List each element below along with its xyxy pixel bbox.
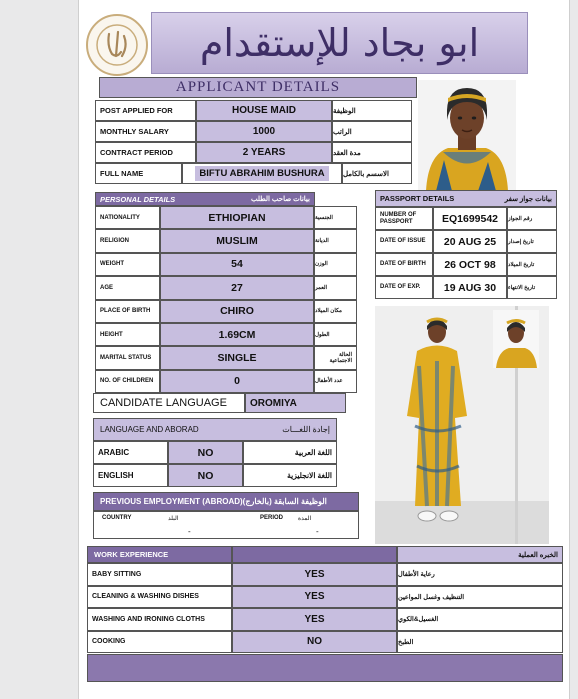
language-label: ENGLISH [93,464,168,487]
work-ar: الطبخ [397,631,563,654]
passport-ar: تاريخ الانتهاء [507,276,557,299]
passport-value: EQ1699542 [433,207,507,230]
work-ar: رعاية الأطفال [397,563,563,586]
passport-value: 19 AUG 30 [433,276,507,299]
work-value: YES [232,586,397,609]
work-label: COOKING [87,631,232,654]
passport-label: NUMBER OF PASSPORT [375,207,433,230]
contract-value: 2 YEARS [196,142,332,163]
personal-ar: عدد الأطفال [314,370,357,393]
name-box [182,163,342,184]
passport-value: 20 AUG 25 [433,230,507,253]
candidate-language-label: CANDIDATE LANGUAGE [93,393,245,413]
work-label: BABY SITTING [87,563,232,586]
personal-value: 0 [160,370,314,393]
previous-employment-table [93,511,359,539]
personal-label: PLACE OF BIRTH [95,300,160,323]
personal-value: 27 [160,276,314,299]
passport-label: DATE OF BIRTH [375,253,433,276]
work-ar: التنظيف وغسل المواعين [397,586,563,609]
passport-label: DATE OF ISSUE [375,230,433,253]
passport-value: 26 OCT 98 [433,253,507,276]
work-experience-header-ar: الخبره العملية [397,546,563,563]
work-experience-header: WORK EXPERIENCE [87,546,232,563]
personal-label: AGE [95,276,160,299]
previous-employment-header: PREVIOUS EMPLOYMENT (ABROAD)(الوظيفة السابقة (بالخارج [93,492,359,511]
personal-label: WEIGHT [95,253,160,276]
post-label: POST APPLIED FOR [95,100,196,121]
footer-band [87,654,563,682]
work-label: WASHING AND IRONING CLOTHS [87,608,232,631]
personal-value: CHIRO [160,300,314,323]
salary-label: MONTHLY SALARY [95,121,196,142]
passport-ar: تاريخ الميلاد [507,253,557,276]
personal-ar: مكان الميلاد [314,300,357,323]
passport-ar: رقم الجواز [507,207,557,230]
passport-label: DATE OF EXP. [375,276,433,299]
work-label: CLEANING & WASHING DISHES [87,586,232,609]
work-value: NO [232,631,397,654]
contract-label: CONTRACT PERIOD [95,142,196,163]
period-ar: المدة [298,516,312,522]
logo-emblem-icon [94,22,140,68]
name-ar: الاسسم بالكامل [342,163,412,184]
personal-label: NATIONALITY [95,206,160,229]
personal-label: NO. OF CHILDREN [95,370,160,393]
personal-ar: الحالة الاجتماعية [314,346,357,369]
personal-value: 1.69CM [160,323,314,346]
salary-value: 1000 [196,121,332,142]
work-value: YES [232,563,397,586]
work-ar: الغسيل&الكوي [397,608,563,631]
country-value: - [188,527,191,536]
personal-details-header: PERSONAL DETAILS بيانات صاحب الطلب [95,192,315,206]
language-ar: اللغة الانجليزية [243,464,337,487]
applicant-full-photo [375,306,549,544]
personal-ar: الديانة [314,229,357,252]
company-logo [86,14,148,76]
passport-ar: تاريخ إصدار [507,230,557,253]
candidate-language-value: OROMIYA [245,393,346,413]
work-experience-header-mid [232,546,397,563]
personal-label: RELIGION [95,229,160,252]
personal-value: 54 [160,253,314,276]
language-header: LANGUAGE AND ABORAD إجادة اللغـــات [93,418,337,441]
personal-ar: العمر [314,276,357,299]
language-ar: اللغة العربية [243,441,337,464]
personal-value: SINGLE [160,346,314,369]
applicant-headshot [418,80,516,191]
personal-value: MUSLIM [160,229,314,252]
section-title: APPLICANT DETAILS [99,77,417,98]
passport-details-header: PASSPORT DETAILS بيانات جواز سفر [375,190,557,207]
contract-ar: مدة العقد [332,142,412,163]
personal-value: ETHIOPIAN [160,206,314,229]
name-label: FULL NAME [95,163,182,184]
personal-ar: الجنسية [314,206,357,229]
language-label: ARABIC [93,441,168,464]
country-label: COUNTRY [102,515,132,521]
cv-page [78,0,570,699]
personal-label: MARITAL STATUS [95,346,160,369]
personal-ar: الطول [314,323,357,346]
country-ar: البلد [168,516,179,522]
language-value: NO [168,441,243,464]
post-value: HOUSE MAID [196,100,332,121]
personal-ar: الوزن [314,253,357,276]
period-label: PERIOD [260,515,284,521]
language-value: NO [168,464,243,487]
period-value: - [316,527,319,536]
personal-label: HEIGHT [95,323,160,346]
salary-ar: الراتب [332,121,412,142]
work-value: YES [232,608,397,631]
name-value: BIFTU ABRAHIM BUSHURA [195,166,328,181]
arabic-company-name: ابو بجاد للإستقدام [199,21,480,65]
title-banner [151,12,528,74]
post-ar: الوظيفة [332,100,412,121]
